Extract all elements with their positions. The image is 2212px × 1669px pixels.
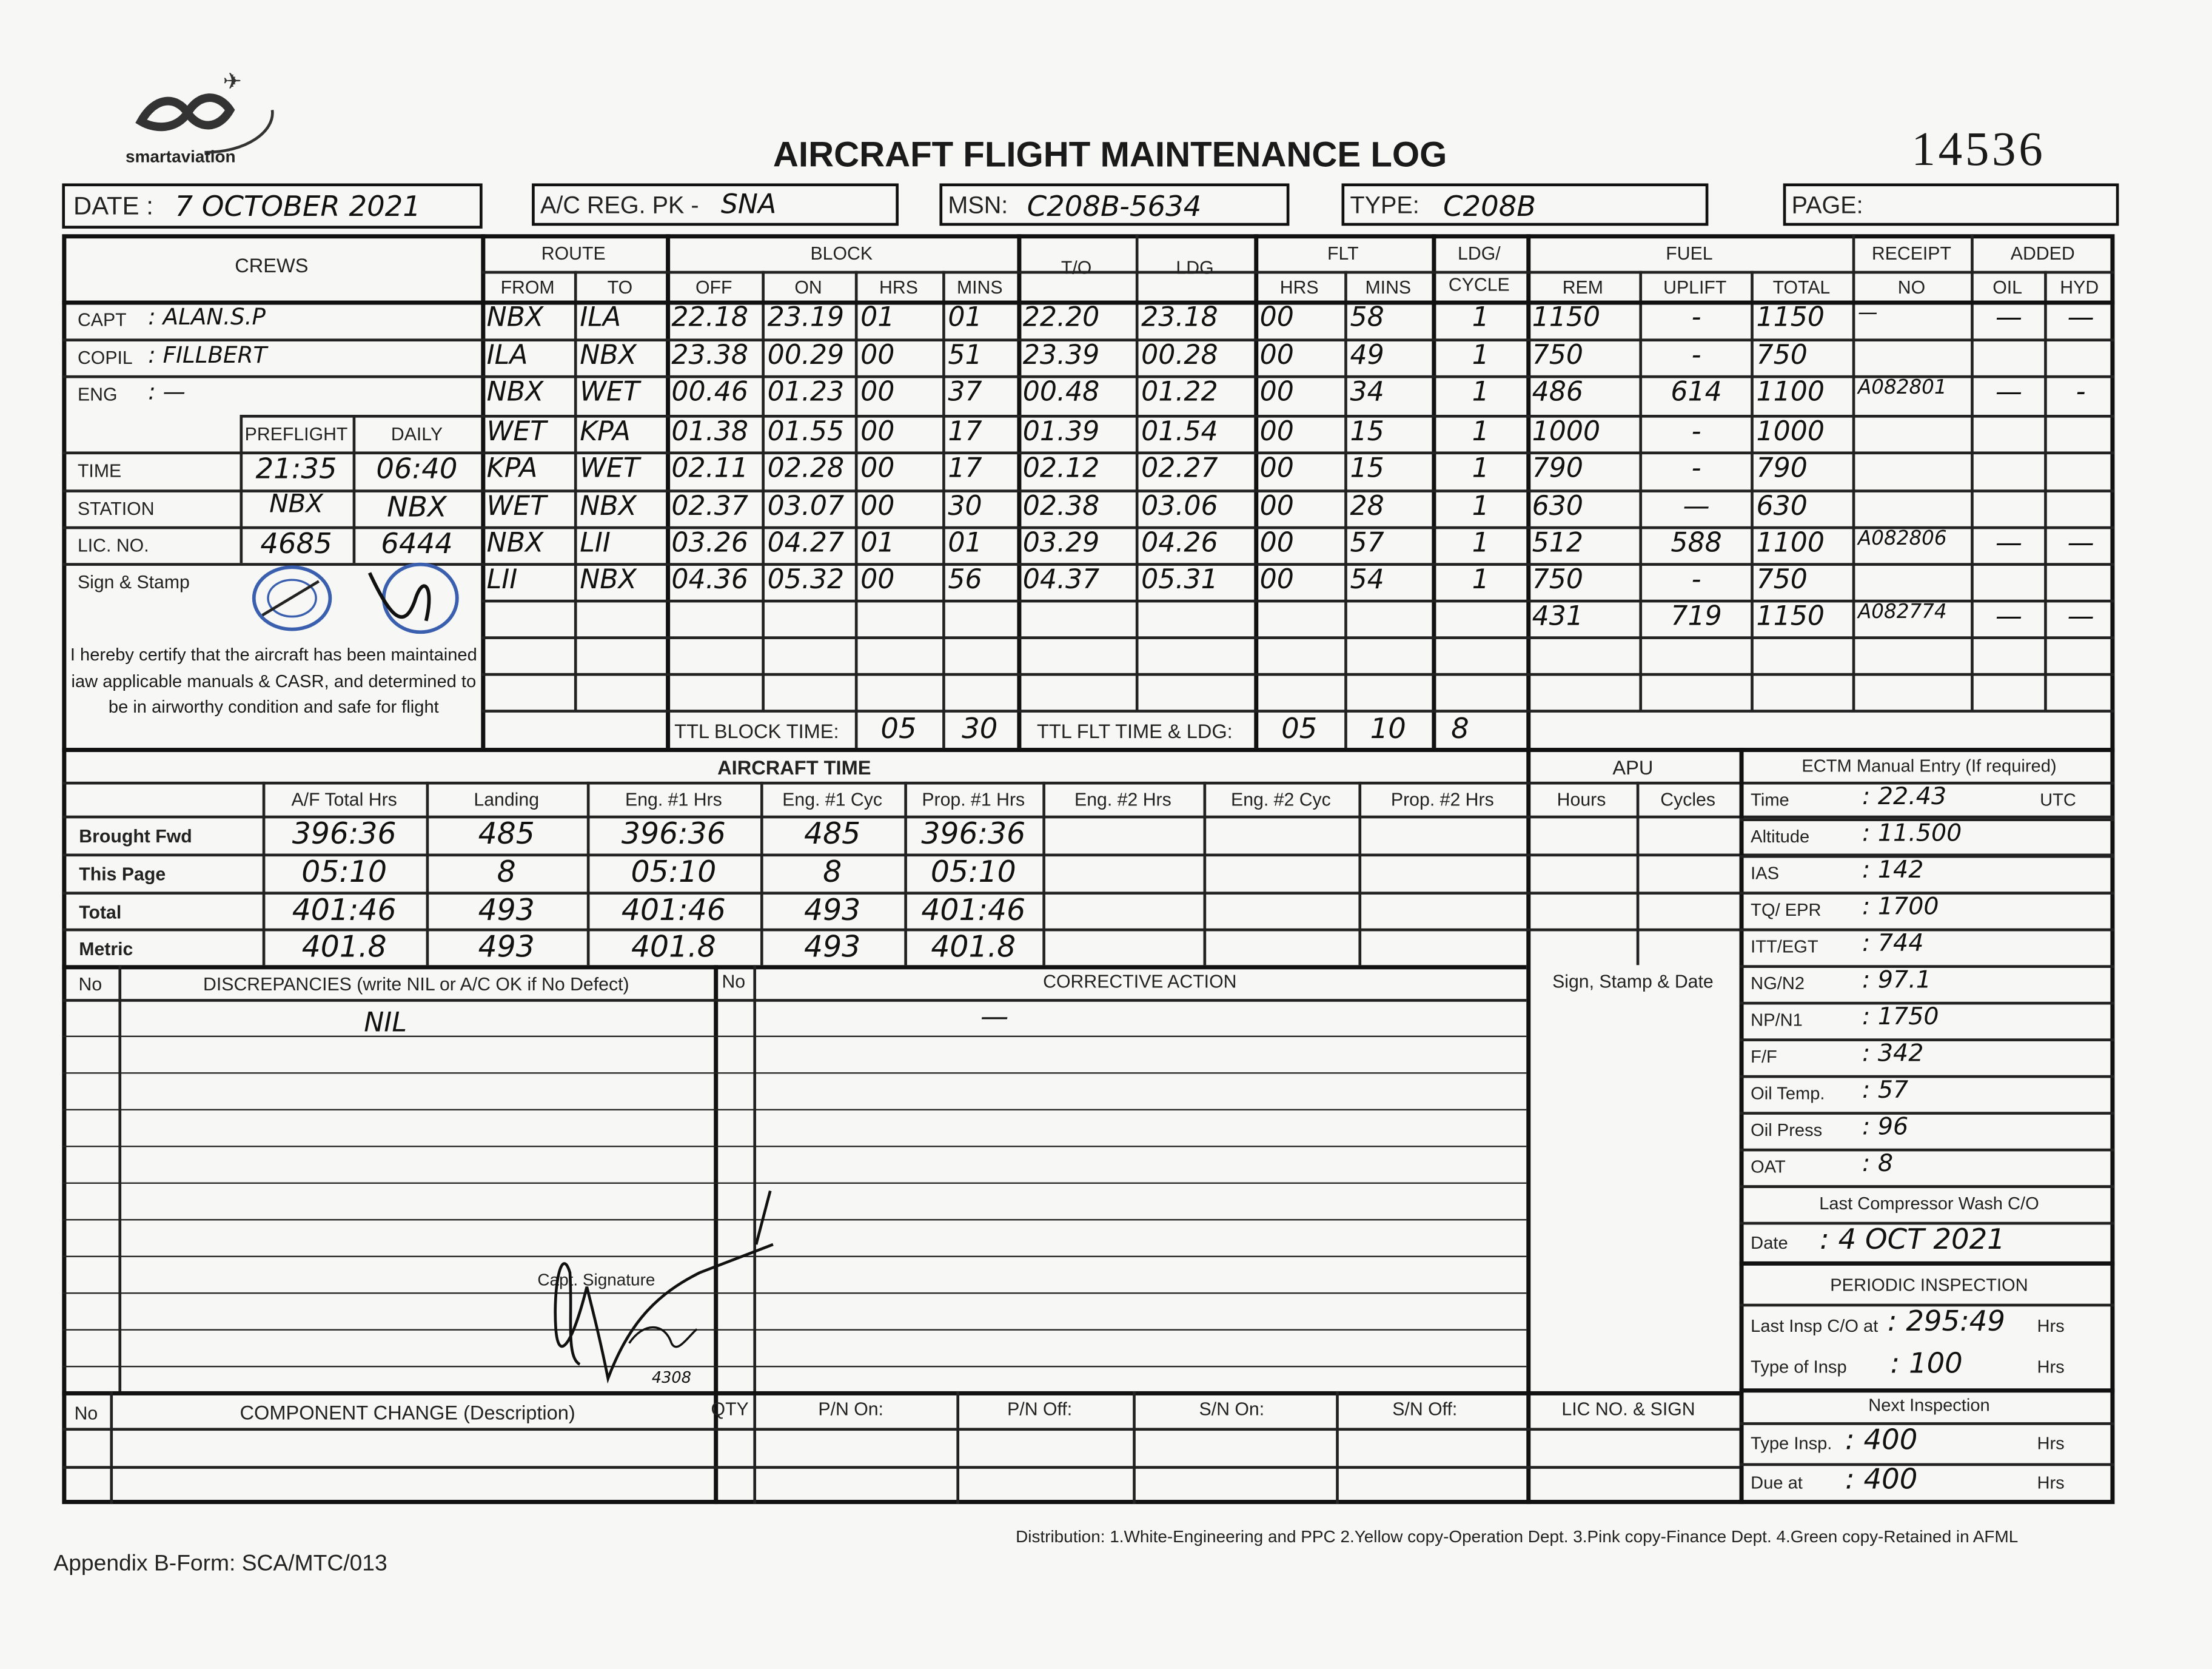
ectm-value: : 97.1: [1862, 966, 1931, 995]
flight-cell-cyc: 1: [1472, 301, 1489, 334]
ectm-header: ECTM Manual Entry (If required): [1801, 756, 2057, 776]
sn-off-header: S/N Off:: [1392, 1398, 1458, 1420]
flight-cell-from: NBX: [486, 301, 544, 334]
flight-cell-tof: 03.29: [1022, 528, 1100, 559]
to-header: TO: [607, 276, 633, 298]
flight-cell-mins: 56: [948, 564, 982, 596]
msn-box: [939, 183, 1289, 226]
flight-cell-oil: —: [1995, 377, 2023, 408]
flight-cell-rem: 1150: [1532, 301, 1601, 334]
ectm-label: Oil Temp.: [1751, 1083, 1825, 1104]
type-box: [1342, 183, 1709, 226]
flight-cell-to: NBX: [580, 564, 637, 596]
flight-cell-from: NBX: [486, 528, 544, 559]
flight-cell-tof: 01.39: [1022, 416, 1100, 448]
ttl-flt-hrs: 05: [1281, 711, 1318, 745]
flight-cell-mins: 17: [948, 416, 982, 448]
aircraft-time-cell-p1h: 396:36: [921, 817, 1026, 851]
flight-cell-oil: —: [1995, 601, 2023, 633]
ldg-cycle-header-1: LDG/: [1458, 243, 1501, 264]
last-insp-unit: Hrs: [2037, 1316, 2065, 1337]
flight-cell-on: 02.28: [767, 452, 845, 484]
reg-value: SNA: [720, 189, 777, 220]
col-eng1-cyc: Eng. #1 Cyc: [782, 788, 883, 810]
logo-text: smartaviation: [126, 146, 236, 167]
ectm-label: Altitude: [1751, 827, 1810, 847]
type-value: C208B: [1443, 189, 1537, 223]
next-type-unit: Hrs: [2037, 1433, 2065, 1454]
aircraft-time-cell-ldg: 493: [478, 893, 535, 927]
ldg-header: LDG: [1176, 257, 1214, 278]
flight-cell-to: WET: [580, 377, 640, 408]
flight-cell-tof: 04.37: [1022, 564, 1100, 596]
flight-cell-rcpt: A082774: [1858, 601, 1947, 624]
serial-number: 14536: [1911, 124, 2046, 176]
flight-cell-oil: —: [1995, 301, 2023, 334]
flight-cell-rem: 750: [1532, 340, 1583, 371]
reg-label: A/C REG. PK -: [540, 192, 699, 219]
route-header: ROUTE: [541, 243, 606, 264]
aircraft-time-row-label: Metric: [79, 938, 133, 960]
oil-header: OIL: [1992, 276, 2023, 298]
aircraft-time-cell-ldg: 485: [478, 817, 535, 851]
page-box: [1783, 183, 2119, 226]
added-header: ADDED: [2010, 243, 2075, 264]
flight-cell-upl: -: [1691, 452, 1701, 484]
ectm-value: : 57: [1862, 1076, 1909, 1105]
due-at-unit: Hrs: [2037, 1473, 2065, 1493]
ldg-cycle-header-2: CYCLE: [1448, 274, 1510, 295]
flight-cell-oil: —: [1995, 528, 2023, 559]
aircraft-time-cell-af: 396:36: [292, 817, 397, 851]
flight-cell-on: 03.07: [767, 491, 845, 522]
flight-cell-cyc: 1: [1472, 452, 1489, 484]
aircraft-time-row-label: This Page: [79, 863, 166, 885]
block-header: BLOCK: [810, 243, 873, 264]
from-header: FROM: [500, 276, 555, 298]
ectm-unit: UTC: [2040, 790, 2076, 810]
flight-cell-fmins: 57: [1350, 528, 1384, 559]
ttl-block-label: TTL BLOCK TIME:: [674, 719, 839, 742]
flight-cell-ldg: 01.54: [1141, 416, 1218, 448]
flight-cell-fhrs: 00: [1259, 416, 1294, 448]
flight-cell-tot: 750: [1756, 564, 1808, 596]
last-insp-label: Last Insp C/O at: [1751, 1316, 1879, 1337]
flight-cell-from: ILA: [486, 340, 528, 371]
hyd-header: HYD: [2060, 276, 2099, 298]
flight-cell-mins: 51: [948, 340, 982, 371]
flight-cell-tof: 02.38: [1022, 491, 1100, 522]
flight-cell-hrs: 00: [860, 377, 895, 408]
flight-cell-from: WET: [486, 416, 547, 448]
flight-cell-rem: 431: [1532, 601, 1583, 633]
flight-cell-tof: 22.20: [1022, 301, 1100, 334]
ectm-value: : 1700: [1862, 893, 1939, 922]
flight-cell-hrs: 00: [860, 340, 895, 371]
ectm-label: NP/N1: [1751, 1010, 1803, 1030]
crews-header: CREWS: [235, 254, 309, 277]
copil-label: COPIL: [77, 347, 133, 369]
aircraft-time-cell-e1h: 396:36: [621, 817, 726, 851]
flight-cell-tot: 1100: [1756, 528, 1825, 559]
flight-cell-hyd: —: [2067, 601, 2094, 633]
flight-cell-to: ILA: [580, 301, 622, 334]
ectm-label: ITT/EGT: [1751, 936, 1818, 957]
col-af-total: A/F Total Hrs: [291, 788, 397, 810]
preflight-header: PREFLIGHT: [244, 423, 348, 445]
aircraft-time-cell-p1h: 401.8: [931, 930, 1016, 964]
flight-cell-to: NBX: [580, 340, 637, 371]
flight-cell-on: 01.55: [767, 416, 845, 448]
flt-mins-header: MINS: [1365, 276, 1412, 298]
daily-stamp-icon: [361, 559, 463, 637]
flight-cell-rcpt: A082806: [1858, 528, 1947, 551]
flight-cell-hyd: -: [2076, 377, 2086, 408]
apu-hours: Hours: [1557, 788, 1606, 810]
flight-cell-upl: -: [1691, 301, 1701, 334]
pn-on-header: P/N On:: [818, 1398, 883, 1420]
aircraft-time-cell-e1h: 401.8: [631, 930, 716, 964]
date-box: [62, 183, 482, 228]
receipt-header: RECEIPT: [1871, 243, 1951, 264]
flight-cell-cyc: 1: [1472, 528, 1489, 559]
flight-cell-ldg: 05.31: [1141, 564, 1218, 596]
fuel-header: FUEL: [1666, 243, 1713, 264]
comp-no-label: No: [74, 1402, 98, 1424]
time-preflight: 21:35: [255, 451, 337, 486]
corr-no-label: No: [722, 970, 746, 992]
date-value: 7 OCTOBER 2021: [175, 189, 421, 223]
apu-cycles: Cycles: [1660, 788, 1716, 810]
flight-cell-mins: 17: [948, 452, 982, 484]
flight-cell-fhrs: 00: [1259, 301, 1294, 334]
flight-cell-hrs: 00: [860, 564, 895, 596]
flt-hrs-header: HRS: [1279, 276, 1319, 298]
flight-cell-to: KPA: [580, 416, 631, 448]
ectm-label: F/F: [1751, 1047, 1777, 1067]
flight-cell-hrs: 00: [860, 491, 895, 522]
flight-cell-on: 01.23: [767, 377, 845, 408]
ectm-label: OAT: [1751, 1157, 1786, 1177]
sign-stamp-date-header: Sign, Stamp & Date: [1552, 970, 1714, 992]
lic-daily: 6444: [381, 526, 453, 560]
msn-value: C208B-5634: [1027, 189, 1202, 223]
takeoff-header: T/O: [1061, 257, 1092, 278]
ttl-ldg: 8: [1451, 711, 1469, 745]
flight-cell-ldg: 00.28: [1141, 340, 1218, 371]
flight-cell-hrs: 00: [860, 416, 895, 448]
col-prop2-hrs: Prop. #2 Hrs: [1390, 788, 1494, 810]
qty-header: QTY: [711, 1398, 749, 1420]
flight-cell-tof: 00.48: [1022, 377, 1100, 408]
flight-cell-from: LII: [486, 564, 518, 596]
flight-cell-from: WET: [486, 491, 547, 522]
flight-cell-off: 03.26: [671, 528, 748, 559]
ectm-label: TQ/ EPR: [1751, 900, 1822, 920]
station-label: STATION: [77, 498, 155, 520]
capt-signature-label: Capt. Signature: [537, 1269, 655, 1290]
flight-cell-fhrs: 00: [1259, 491, 1294, 522]
flight-cell-fmins: 28: [1350, 491, 1384, 522]
aircraft-time-cell-e1c: 8: [823, 855, 842, 889]
corrective-header: CORRECTIVE ACTION: [1043, 970, 1237, 992]
flight-cell-fmins: 58: [1350, 301, 1384, 334]
date-label: DATE :: [73, 192, 153, 220]
flight-cell-upl: -: [1691, 564, 1701, 596]
aircraft-time-cell-ldg: 8: [497, 855, 516, 889]
next-type-value: : 400: [1845, 1422, 1918, 1456]
aircraft-time-cell-e1h: 401:46: [621, 893, 726, 927]
disc-header: DISCREPANCIES (write NIL or A/C OK if No Defect): [203, 973, 629, 995]
disc-entry: NIL: [364, 1007, 407, 1039]
station-daily: NBX: [387, 489, 447, 524]
flight-cell-rcpt: A082801: [1858, 377, 1947, 400]
time-daily: 06:40: [376, 451, 458, 486]
ectm-value: : 11.500: [1862, 819, 1962, 848]
flight-cell-mins: 01: [948, 528, 982, 559]
aircraft-time-cell-p1h: 401:46: [921, 893, 1026, 927]
flight-cell-ldg: 03.06: [1141, 491, 1218, 522]
due-at-value: : 400: [1845, 1462, 1918, 1496]
flight-cell-fmins: 15: [1350, 452, 1384, 484]
ectm-label: NG/N2: [1751, 973, 1805, 993]
ectm-value: : 744: [1862, 930, 1924, 958]
daily-header: DAILY: [390, 423, 443, 445]
col-eng1-hrs: Eng. #1 Hrs: [625, 788, 722, 810]
flight-cell-tot: 630: [1756, 491, 1808, 522]
apu-header: APU: [1612, 756, 1654, 779]
type-label: TYPE:: [1350, 192, 1419, 219]
flight-cell-on: 00.29: [767, 340, 845, 371]
ectm-value: : 1750: [1862, 1003, 1939, 1032]
flight-cell-fhrs: 00: [1259, 377, 1294, 408]
flight-cell-fhrs: 00: [1259, 528, 1294, 559]
flight-cell-rem: 512: [1532, 528, 1583, 559]
flight-cell-to: WET: [580, 452, 640, 484]
flight-cell-cyc: 1: [1472, 377, 1489, 408]
hrs-header: HRS: [879, 276, 918, 298]
ectm-value: : 142: [1862, 856, 1924, 885]
ectm-value: : 96: [1862, 1113, 1909, 1142]
flight-cell-fhrs: 00: [1259, 564, 1294, 596]
flight-cell-rem: 750: [1532, 564, 1583, 596]
flight-cell-rem: 486: [1532, 377, 1583, 408]
flight-cell-hyd: —: [2067, 528, 2094, 559]
flight-cell-cyc: 1: [1472, 491, 1489, 522]
off-header: OFF: [695, 276, 732, 298]
type-of-insp-label: Type of Insp: [1751, 1357, 1847, 1377]
col-eng2-cyc: Eng. #2 Cyc: [1231, 788, 1331, 810]
ectm-value: : 342: [1862, 1039, 1924, 1069]
sign-stamp-label: Sign & Stamp: [77, 571, 190, 593]
rem-header: REM: [1562, 276, 1603, 298]
form-title: AIRCRAFT FLIGHT MAINTENANCE LOG: [773, 135, 1447, 175]
smartaviation-logo: [120, 68, 289, 181]
flight-cell-cyc: 1: [1472, 564, 1489, 596]
flight-cell-off: 00.46: [671, 377, 748, 408]
lic-label: LIC. NO.: [77, 534, 149, 556]
flight-cell-rem: 630: [1532, 491, 1583, 522]
flight-cell-off: 02.37: [671, 491, 748, 522]
ectm-label: IAS: [1751, 863, 1780, 884]
flight-cell-hrs: 01: [860, 528, 895, 559]
station-preflight: NBX: [269, 489, 323, 520]
on-header: ON: [794, 276, 822, 298]
receipt-no-header: NO: [1897, 276, 1926, 298]
copil-value: : FILLBERT: [148, 341, 267, 369]
capt-value: : ALAN.S.P: [148, 303, 266, 331]
flight-cell-tot: 1000: [1756, 416, 1825, 448]
flight-cell-from: KPA: [486, 452, 538, 484]
ectm-label: Time: [1751, 790, 1789, 810]
eng-label: ENG: [77, 383, 118, 405]
flight-cell-to: NBX: [580, 491, 637, 522]
eng-value: : —: [148, 378, 186, 405]
ectm-label: Oil Press: [1751, 1120, 1823, 1140]
corrective-entry: —: [980, 999, 1009, 1033]
flight-cell-tot: 1150: [1756, 601, 1825, 633]
disc-no-label: No: [78, 973, 102, 995]
form-number: Appendix B-Form: SCA/MTC/013: [53, 1552, 387, 1576]
total-header: TOTAL: [1772, 276, 1831, 298]
flight-cell-to: LII: [580, 528, 611, 559]
flight-cell-upl: -: [1691, 416, 1701, 448]
stamp-icon: [248, 562, 335, 635]
flight-cell-rem: 790: [1532, 452, 1583, 484]
msn-label: MSN:: [948, 192, 1008, 219]
flight-cell-tot: 790: [1756, 452, 1808, 484]
flight-cell-from: NBX: [486, 377, 544, 408]
flight-cell-fmins: 34: [1350, 377, 1384, 408]
sn-on-header: S/N On:: [1199, 1398, 1265, 1420]
flight-cell-rem: 1000: [1532, 416, 1601, 448]
uplift-header: UPLIFT: [1663, 276, 1727, 298]
col-landing: Landing: [474, 788, 540, 810]
flight-cell-ldg: 02.27: [1141, 452, 1218, 484]
distribution-note: Distribution: 1.White-Engineering and PPC 2.Yellow copy-Operation Dept. 3.Pink copy-Finance Dept. 4.Green copy-Retained in AFML: [1016, 1526, 2019, 1546]
ttl-block-mins: 30: [962, 711, 998, 745]
aircraft-time-cell-ldg: 493: [478, 930, 535, 964]
flight-cell-off: 04.36: [671, 564, 748, 596]
flight-cell-hrs: 00: [860, 452, 895, 484]
flight-cell-upl: 614: [1671, 377, 1722, 408]
pn-off-header: P/N Off:: [1007, 1398, 1073, 1420]
time-label: TIME: [77, 460, 122, 482]
flt-header: FLT: [1327, 243, 1359, 264]
next-inspection-header: Next Inspection: [1868, 1395, 1990, 1415]
flight-cell-upl: 719: [1671, 601, 1722, 633]
flight-cell-fmins: 49: [1350, 340, 1384, 371]
compressor-wash-header: Last Compressor Wash C/O: [1819, 1194, 2039, 1214]
aircraft-time-cell-e1c: 493: [803, 930, 861, 964]
captain-signature-icon: [531, 1188, 785, 1386]
flight-cell-tof: 02.12: [1022, 452, 1100, 484]
aircraft-time-row-label: Brought Fwd: [79, 825, 192, 847]
aircraft-time-cell-e1c: 493: [803, 893, 861, 927]
flight-cell-cyc: 1: [1472, 340, 1489, 371]
flight-cell-upl: -: [1691, 340, 1701, 371]
periodic-inspection-header: PERIODIC INSPECTION: [1830, 1275, 2028, 1295]
flight-cell-tot: 750: [1756, 340, 1808, 371]
last-insp-value: : 295:49: [1887, 1303, 2006, 1338]
flight-cell-off: 23.38: [671, 340, 748, 371]
ectm-value: : 8: [1862, 1150, 1894, 1178]
type-of-insp-value: : 100: [1890, 1346, 1963, 1380]
flight-cell-on: 04.27: [767, 528, 845, 559]
component-change-header: COMPONENT CHANGE (Description): [240, 1401, 575, 1424]
reg-box: [532, 183, 899, 226]
flight-cell-mins: 37: [948, 377, 982, 408]
flight-cell-off: 22.18: [671, 301, 748, 334]
flight-cell-tof: 23.39: [1022, 340, 1100, 371]
aircraft-time-header: AIRCRAFT TIME: [717, 756, 871, 779]
type-of-insp-unit: Hrs: [2037, 1357, 2065, 1377]
flight-cell-hrs: 01: [860, 301, 895, 334]
flight-cell-tot: 1150: [1756, 301, 1825, 334]
flight-cell-mins: 01: [948, 301, 982, 334]
compressor-date-label: Date: [1751, 1233, 1788, 1253]
flight-cell-ldg: 23.18: [1141, 301, 1218, 334]
flight-cell-off: 01.38: [671, 416, 748, 448]
flight-cell-tot: 1100: [1756, 377, 1825, 408]
next-type-label: Type Insp.: [1751, 1433, 1832, 1454]
due-at-label: Due at: [1751, 1473, 1803, 1493]
certify-statement: I hereby certify that the aircraft has been maintained iaw applicable manuals & CASR, and determined to be in airworthy condition and safe for flight: [70, 645, 477, 717]
aircraft-time-cell-af: 401.8: [301, 930, 387, 964]
flight-cell-on: 05.32: [767, 564, 845, 596]
aircraft-time-cell-e1h: 05:10: [631, 855, 717, 889]
ttl-block-hrs: 05: [880, 711, 917, 745]
page-label: PAGE:: [1791, 192, 1863, 219]
ttl-flt-label: TTL FLT TIME & LDG:: [1036, 719, 1233, 742]
signature-number: 4308: [651, 1368, 691, 1387]
flight-cell-off: 02.11: [671, 452, 748, 484]
flight-cell-mins: 30: [948, 491, 982, 522]
svg-text:✈: ✈: [223, 67, 242, 95]
flight-cell-fmins: 15: [1350, 416, 1384, 448]
capt-label: CAPT: [77, 309, 127, 331]
aircraft-time-cell-e1c: 485: [803, 817, 861, 851]
flight-cell-ldg: 01.22: [1141, 377, 1218, 408]
flight-cell-rcpt: —: [1858, 301, 1878, 325]
aircraft-time-row-label: Total: [79, 901, 122, 923]
ectm-value: : 22.43: [1862, 783, 1947, 811]
flight-cell-upl: —: [1683, 491, 1710, 522]
flight-cell-cyc: 1: [1472, 416, 1489, 448]
aircraft-time-cell-af: 401:46: [292, 893, 397, 927]
flight-cell-on: 23.19: [767, 301, 845, 334]
col-prop1-hrs: Prop. #1 Hrs: [922, 788, 1025, 810]
lic-preflight: 4685: [260, 526, 332, 560]
flight-cell-fmins: 54: [1350, 564, 1384, 596]
mins-header: MINS: [956, 276, 1003, 298]
flight-cell-fhrs: 00: [1259, 452, 1294, 484]
ttl-flt-mins: 10: [1370, 711, 1406, 745]
compressor-date-value: : 4 OCT 2021: [1820, 1221, 2005, 1256]
flight-cell-hyd: —: [2067, 301, 2094, 334]
aircraft-time-cell-af: 05:10: [301, 855, 387, 889]
flight-cell-fhrs: 00: [1259, 340, 1294, 371]
flight-cell-upl: 588: [1671, 528, 1722, 559]
flight-cell-ldg: 04.26: [1141, 528, 1218, 559]
aircraft-time-cell-p1h: 05:10: [930, 855, 1016, 889]
lic-sign-header: LIC NO. & SIGN: [1561, 1398, 1695, 1420]
col-eng2-hrs: Eng. #2 Hrs: [1074, 788, 1171, 810]
